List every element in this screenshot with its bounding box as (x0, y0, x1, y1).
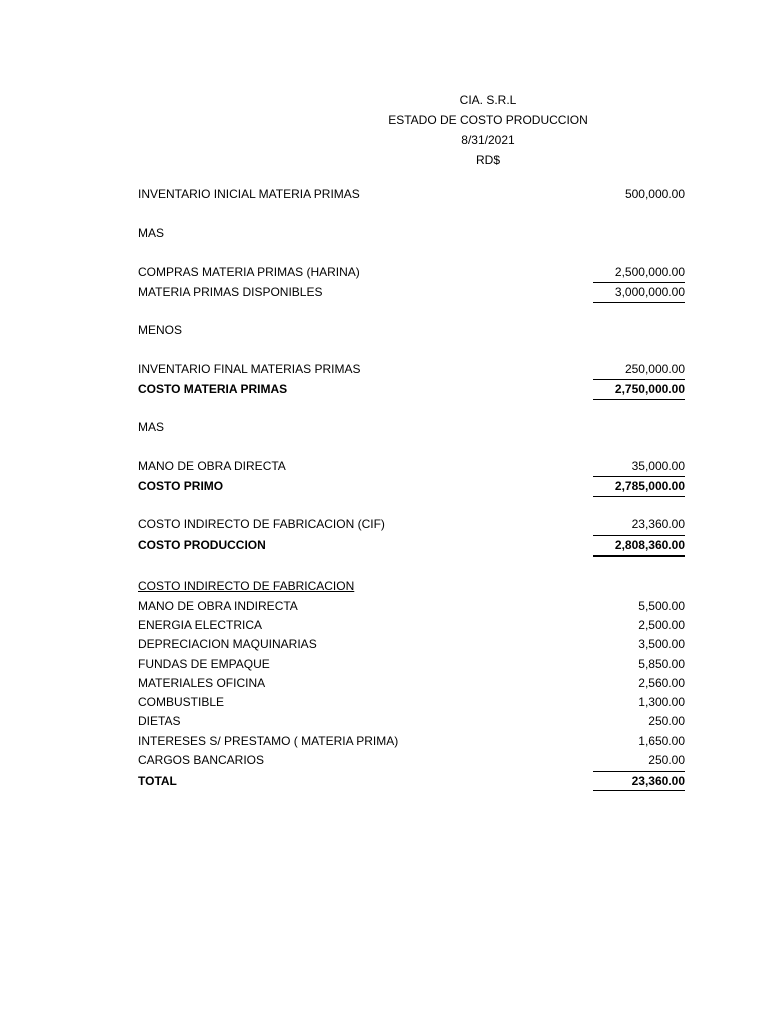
row-label: MAS (138, 420, 165, 434)
row-amount: 250,000.00 (624, 362, 685, 376)
row-costo-primo (138, 477, 685, 496)
row-label: COSTO MATERIA PRIMAS (138, 382, 288, 396)
row-mano-obra-directa (138, 457, 685, 476)
row-menos (138, 321, 685, 340)
total-label: TOTAL (138, 774, 177, 788)
total-rule (593, 555, 685, 557)
cif-section-title (138, 577, 685, 596)
row-inventario-final (138, 360, 685, 379)
item-label: COMBUSTIBLE (138, 695, 225, 709)
item-label: DIETAS (138, 714, 181, 728)
row-costo-produccion (138, 536, 685, 555)
section-title: COSTO INDIRECTO DE FABRICACION (138, 579, 355, 593)
total-amount: 23,360.00 (631, 774, 685, 788)
item-amount: 250.00 (648, 714, 685, 728)
row-compras (138, 263, 685, 282)
row-amount: 23,360.00 (631, 517, 685, 531)
cif-item (138, 693, 685, 712)
row-amount: 35,000.00 (631, 459, 685, 473)
item-amount: 2,500.00 (638, 618, 685, 632)
row-label: INVENTARIO FINAL MATERIAS PRIMAS (138, 362, 361, 376)
row-amount: 500,000.00 (624, 187, 685, 201)
row-label: COSTO PRODUCCION (138, 538, 266, 552)
total-rule (593, 399, 685, 400)
cif-item (138, 655, 685, 674)
row-amount: 2,750,000.00 (614, 382, 685, 396)
statement-header (388, 90, 588, 170)
statement-date: 8/31/2021 (461, 133, 515, 147)
row-amount: 2,785,000.00 (614, 479, 685, 493)
cif-item (138, 597, 685, 616)
item-label: DEPRECIACION MAQUINARIAS (138, 637, 317, 651)
cif-item (138, 616, 685, 635)
row-disponibles (138, 283, 685, 302)
cif-item (138, 635, 685, 654)
row-label: INVENTARIO INICIAL MATERIA PRIMAS (138, 187, 360, 201)
company-name: CIA. S.R.L (459, 93, 517, 107)
cif-item (138, 674, 685, 693)
item-label: CARGOS BANCARIOS (138, 753, 265, 767)
item-label: MANO DE OBRA INDIRECTA (138, 599, 298, 613)
row-mas-2 (138, 418, 685, 437)
row-cif (138, 515, 685, 534)
total-rule (593, 302, 685, 303)
cif-item (138, 712, 685, 731)
row-costo-materia-primas (138, 380, 685, 399)
item-label: MATERIALES OFICINA (138, 676, 266, 690)
row-mas-1 (138, 224, 685, 243)
item-label: INTERESES S/ PRESTAMO ( MATERIA PRIMA) (138, 734, 399, 748)
item-label: ENERGIA ELECTRICA (138, 618, 263, 632)
statement-title: ESTADO DE COSTO PRODUCCION (388, 113, 588, 127)
row-label: MANO DE OBRA DIRECTA (138, 459, 286, 473)
row-label: MENOS (138, 323, 183, 337)
row-label: COSTO PRIMO (138, 479, 224, 493)
item-amount: 1,650.00 (638, 734, 685, 748)
total-rule (593, 496, 685, 497)
total-rule (593, 790, 685, 791)
row-label: MATERIA PRIMAS DISPONIBLES (138, 285, 323, 299)
item-label: FUNDAS DE EMPAQUE (138, 657, 270, 671)
row-amount: 3,000,000.00 (614, 285, 685, 299)
currency-label: RD$ (475, 153, 500, 167)
item-amount: 2,560.00 (638, 676, 685, 690)
row-amount: 2,500,000.00 (614, 265, 685, 279)
row-amount: 2,808,360.00 (614, 538, 685, 552)
item-amount: 3,500.00 (638, 637, 685, 651)
cif-item (138, 751, 685, 770)
row-inventario-inicial (138, 185, 685, 204)
item-amount: 5,500.00 (638, 599, 685, 613)
row-label: COSTO INDIRECTO DE FABRICACION (CIF) (138, 517, 385, 531)
row-label: MAS (138, 226, 165, 240)
cif-item (138, 732, 685, 751)
item-amount: 250.00 (648, 753, 685, 767)
item-amount: 1,300.00 (638, 695, 685, 709)
item-amount: 5,850.00 (638, 657, 685, 671)
row-label: COMPRAS MATERIA PRIMAS (HARINA) (138, 265, 360, 279)
cif-total-row (138, 772, 685, 791)
